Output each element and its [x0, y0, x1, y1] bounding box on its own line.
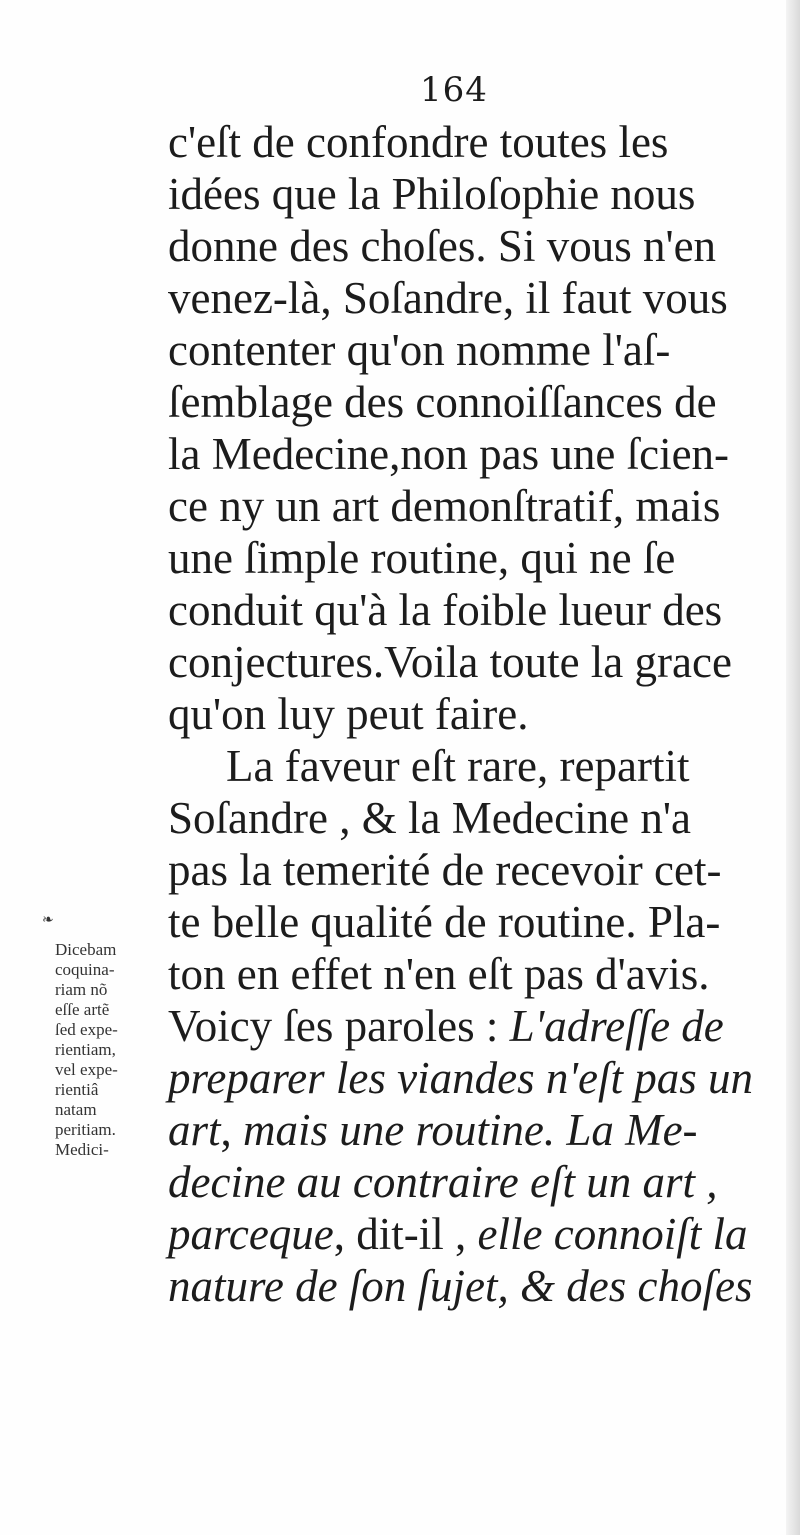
text-line: c'eſt de confondre toutes les	[168, 117, 669, 167]
margin-note-line: rientiam,	[55, 1040, 116, 1059]
margin-note-line: Medici-	[55, 1140, 109, 1159]
text-line: qu'on luy peut faire.	[168, 689, 529, 739]
text-line: pas la temerité de recevoir cet-	[168, 845, 722, 895]
page-edge	[786, 0, 800, 1535]
text-line: ſemblage des connoiſſances de	[168, 377, 717, 427]
page-number: 164	[420, 70, 488, 110]
margin-note-line: coquina-	[55, 960, 115, 979]
text-span: Voicy ſes paroles :	[168, 1001, 510, 1051]
margin-note-line: eſſe artẽ	[55, 1000, 110, 1019]
text-line-mixed	[168, 1000, 788, 1052]
margin-note	[55, 940, 167, 1160]
text-line: contenter qu'on nomme l'aſ-	[168, 325, 671, 375]
text-line-mixed	[168, 1208, 788, 1260]
margin-note-line: ſed expe-	[55, 1020, 118, 1039]
text-line: Soſandre , & la Medecine n'a	[168, 793, 691, 843]
text-line: la Medecine,non pas une ſcien-	[168, 429, 730, 479]
italic-span: L'adreſſe de	[509, 1001, 724, 1051]
text-line: une ſimple routine, qui ne ſe	[168, 533, 676, 583]
body-text	[168, 116, 788, 1312]
margin-note-line: peritiam.	[55, 1120, 116, 1139]
margin-note-line: vel expe-	[55, 1060, 118, 1079]
text-line: decine au contraire eſt un art ,	[168, 1157, 718, 1207]
text-span: ,	[220, 1105, 244, 1155]
margin-note-line: natam	[55, 1100, 97, 1119]
text-line: idées que la Philoſophie nous	[168, 169, 696, 219]
text-line: conduit qu'à la foible lueur des	[168, 585, 723, 635]
margin-mark: ❧	[42, 912, 54, 928]
italic-span: parceque	[168, 1209, 334, 1259]
text-line: preparer les viandes n'eſt pas un	[168, 1053, 753, 1103]
italic-span: elle connoiſt la	[477, 1209, 748, 1259]
margin-note-line: Dicebam	[55, 940, 117, 959]
text-line: venez-là, Soſandre, il faut vous	[168, 273, 728, 323]
text-line: nature de ſon ſujet, & des choſes	[168, 1261, 753, 1311]
text-line-mixed	[168, 1104, 788, 1156]
text-span: , dit-il ,	[333, 1209, 478, 1259]
text-line: donne des choſes. Si vous n'en	[168, 221, 717, 271]
text-line: ce ny un art demonſtratif, mais	[168, 481, 721, 531]
text-line: te belle qualité de routine. Pla-	[168, 897, 721, 947]
text-line: conjectures.Voila toute la grace	[168, 637, 732, 687]
italic-span: mais une routine. La Me-	[243, 1105, 698, 1155]
margin-note-line: rientiâ	[55, 1080, 99, 1099]
text-line: ton en effet n'en eſt pas d'avis.	[168, 949, 710, 999]
italic-span: art	[168, 1105, 221, 1155]
margin-note-line: riam nõ	[55, 980, 108, 999]
text-line: La faveur eſt rare, repartit	[226, 741, 690, 791]
